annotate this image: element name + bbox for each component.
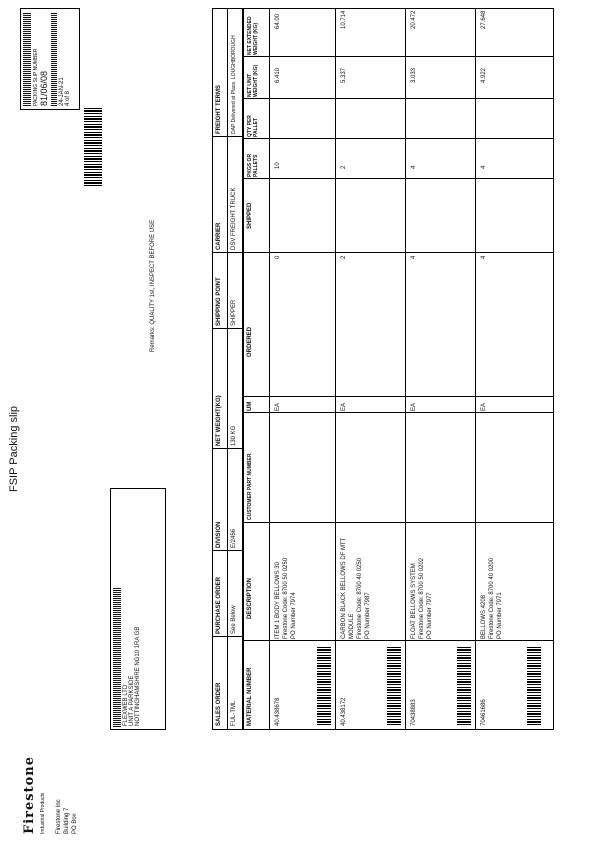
document-number-label: PACKING SLIP NUMBER bbox=[33, 48, 39, 106]
barcode bbox=[387, 647, 401, 725]
ship-from-line: Firestone Inc bbox=[56, 799, 62, 834]
header-sales-order: SALES ORDER bbox=[216, 682, 222, 726]
header-net-weight: NET WEIGHT(KG) bbox=[216, 395, 222, 446]
header-customer-part: CUSTOMER PART NUMBER bbox=[247, 453, 253, 520]
ordered-qty: 2 bbox=[341, 255, 347, 259]
barcode bbox=[457, 647, 471, 725]
description-line: Firestone Code: 8700 50 0202 bbox=[419, 557, 425, 639]
ship-from-line: PO Box bbox=[72, 813, 78, 834]
page-number: 4 of 8 bbox=[65, 90, 71, 106]
shipped-qty: 10 bbox=[275, 162, 281, 169]
ordered-qty: 0 bbox=[275, 255, 281, 259]
items-table bbox=[242, 8, 554, 730]
carrier-value: DSV FREIGHT TRUCK bbox=[231, 187, 237, 250]
extended-weight: 27.648 bbox=[481, 10, 487, 29]
shipped-qty: 4 bbox=[481, 165, 487, 169]
description-line: Firestone Code: 8700 50 0250 bbox=[283, 557, 289, 639]
net-weight-value: 130 KG bbox=[231, 425, 237, 446]
shipping-point-value: SHIPPER bbox=[231, 299, 237, 326]
ordered-qty: 4 bbox=[411, 255, 417, 259]
header-qty-pallet: QTY PER PALLET bbox=[247, 115, 259, 137]
shipped-qty: 2 bbox=[341, 165, 347, 169]
header-material-number: MATERIAL NUMBER bbox=[247, 667, 253, 726]
division-value: E/2456 bbox=[231, 528, 237, 548]
unit-of-measure: EA bbox=[411, 402, 417, 411]
barcode bbox=[84, 106, 102, 186]
description-line: PO Number 7987 bbox=[365, 592, 371, 639]
ordered-qty: 4 bbox=[481, 255, 487, 259]
description-line: PO Number 7971 bbox=[497, 592, 503, 639]
header-division: DIVISION bbox=[216, 521, 222, 548]
header-unit-weight: NET UNIT WEIGHT (KG) bbox=[247, 64, 259, 97]
header-shipped: SHIPPED bbox=[247, 202, 253, 229]
description-line: PO Number 7974 bbox=[291, 592, 297, 639]
description-line: MODULE bbox=[349, 613, 355, 639]
description-line: FLOAT BELLOWS SYSTEM bbox=[411, 563, 417, 639]
unit-of-measure: EA bbox=[341, 402, 347, 411]
unit-weight: 4.922 bbox=[481, 67, 487, 83]
unit-weight: 5.337 bbox=[341, 67, 347, 83]
header-purchase-order: PURCHASE ORDER bbox=[216, 576, 222, 634]
shipped-qty: 4 bbox=[411, 165, 417, 169]
description-line: Firestone Code: 8700 40 0200 bbox=[489, 557, 495, 639]
extended-weight: 20.472 bbox=[411, 10, 417, 29]
extended-weight: 10.714 bbox=[341, 10, 347, 29]
header-description: DESCRIPTION bbox=[247, 577, 253, 619]
description-line: ITEM 1 BODY BELLOWS 30 bbox=[275, 562, 281, 639]
header-freight-terms: FREIGHT TERMS bbox=[216, 85, 222, 134]
description-line: BELLOWS 4208 bbox=[481, 594, 487, 639]
document-date: 24-JAN-21 bbox=[59, 77, 65, 106]
remarks: Remarks: QUALITY 1st, INSPECT BEFORE USE bbox=[150, 219, 156, 352]
header-um: UM bbox=[247, 401, 253, 411]
order-info-table bbox=[212, 8, 244, 730]
header-ordered: ORDERED bbox=[247, 326, 253, 357]
header-ext-weight: NET EXTENDED WEIGHT (KG) bbox=[247, 16, 259, 55]
ship-to-line: UNIT A PARKSIDE bbox=[129, 675, 135, 726]
unit-weight: 3.033 bbox=[411, 67, 417, 83]
barcode bbox=[527, 647, 541, 725]
ship-to-box bbox=[110, 488, 166, 730]
header-shipping-point: SHIPPING POINT bbox=[216, 277, 222, 326]
freight-terms-value: DAP Delivered at Place, LOUGHBOROUGH bbox=[231, 35, 237, 134]
logo: Firestone bbox=[22, 755, 37, 834]
sales-order-value: FUL-TML bbox=[231, 700, 237, 726]
material-number: 40.438678 bbox=[275, 697, 281, 726]
logo-subtitle: Industrial Products bbox=[40, 792, 46, 834]
document-title: FSIP Packing slip bbox=[8, 405, 20, 492]
material-number: 70461686 bbox=[481, 699, 487, 726]
description-line: Firestone Code: 8700 40 0250 bbox=[357, 557, 363, 639]
ship-to-line: NOTTINGHAMSHIRE NG10 1RA GB bbox=[135, 626, 141, 726]
header-carrier: CARRIER bbox=[216, 222, 222, 250]
unit-of-measure: EA bbox=[275, 402, 281, 411]
unit-weight: 6.410 bbox=[275, 67, 281, 83]
purchase-order-value: See Below bbox=[231, 605, 237, 634]
barcode bbox=[317, 647, 331, 725]
ship-to-line: FLEXWEB LTD bbox=[123, 684, 129, 726]
document-number-box bbox=[20, 8, 80, 110]
material-number: 70438883 bbox=[411, 699, 417, 726]
unit-of-measure: EA bbox=[481, 402, 487, 411]
header-pkgs: PKGS OR PALLETS bbox=[247, 153, 259, 177]
material-number: 40.438172 bbox=[341, 697, 347, 726]
description-line: PO Number 7977 bbox=[427, 592, 433, 639]
description-line: CARBON BLACK BELLOWS DF MTT bbox=[341, 537, 347, 639]
document-number: 81/06/08 bbox=[39, 70, 49, 106]
ship-from-line: Building 7 bbox=[64, 807, 70, 834]
extended-weight: 64.00 bbox=[275, 13, 281, 29]
